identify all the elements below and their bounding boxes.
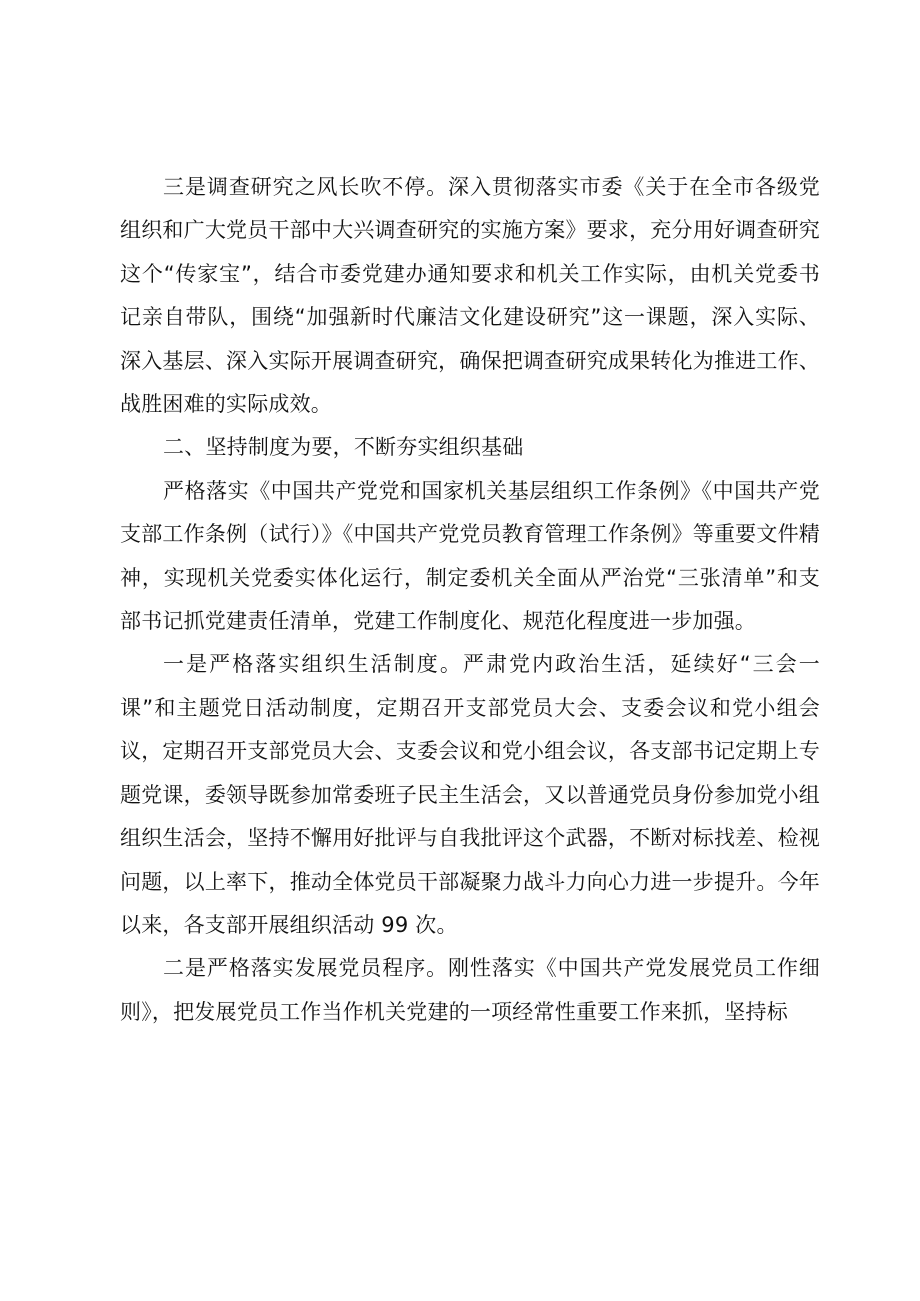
paragraph-member-development: 二是严格落实发展党员程序。刚性落实《中国共产党发展党员工作细则》，把发展党员工作当作机关党建的一项经常性重要工作来抓，坚持标 (120, 956, 820, 1024)
document-body (120, 166, 820, 1034)
paragraph-organizational-life: 一是严格落实组织生活制度。严肃党内政治生活，延续好“三会一课”和主题党日活动制度，定期召开支部党员大会、支委会议和党小组会议，定期召开支部党员大会、支委会议和党小组会议，各支部书记定期上专题党课，委领导既参加常委班子民主生活会，又以普通党员身份参加党小组组织生活会，坚持不懈用好批评与自我批评这个武器，不断对标找差、检视问题，以上率下，推动全体党员干部凝聚力战斗力向心力进一步提升。今年以来，各支部开展组织活动 99 次。 (120, 652, 820, 937)
section-heading-system: 二、坚持制度为要，不断夯实组织基础 (163, 435, 524, 460)
paragraph-research: 三是调查研究之风长吹不停。深入贯彻落实市委《关于在全市各级党组织和广大党员干部中大兴调查研究的实施方案》要求，充分用好调查研究这个“传家宝”，结合市委党建办通知要求和机关工作实际，由机关党委书记亲自带队，围绕“加强新时代廉洁文化建设研究”这一课题，深入实际、深入基层、深入实际开展调查研究，确保把调查研究成果转化为推进工作、战胜困难的实际成效。 (120, 175, 820, 417)
paragraph-regulations: 严格落实《中国共产党党和国家机关基层组织工作条例》《中国共产党支部工作条例（试行）》《中国共产党党员教育管理工作条例》等重要文件精神，实现机关党委实体化运行，制定委机关全面从严治党“三张清单”和支部书记抓党建责任清单，党建工作制度化、规范化程度进一步加强。 (120, 478, 820, 634)
